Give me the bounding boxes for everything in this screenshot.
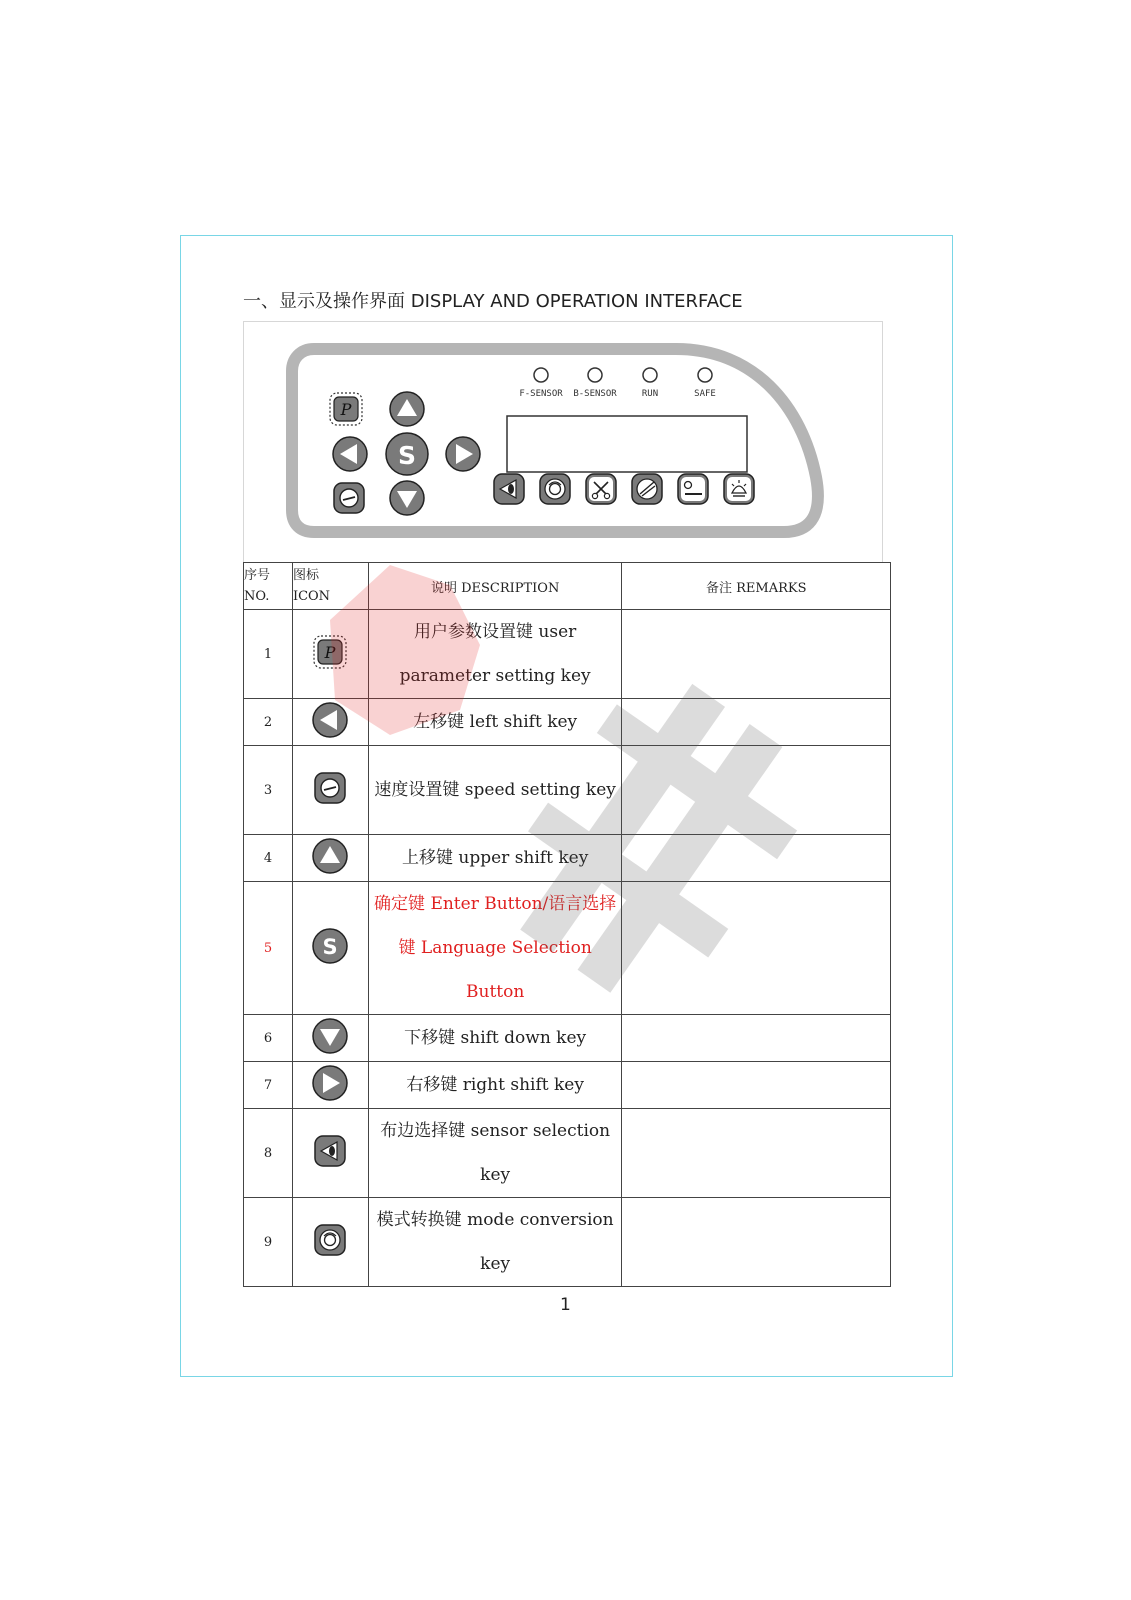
key-description-table	[243, 562, 891, 1287]
row-description: 布边选择键 sensor selection key	[368, 1109, 622, 1198]
header-icon-en: ICON	[292, 589, 331, 604]
table-row	[244, 610, 891, 699]
light-lamp-icon	[724, 474, 754, 504]
speed-gauge-icon	[334, 483, 364, 513]
row-remark	[622, 699, 891, 746]
p-key-icon	[330, 393, 362, 425]
header-no	[244, 563, 293, 610]
right-arrow-icon	[310, 1063, 350, 1103]
header-description: 说明 DESCRIPTION	[368, 563, 622, 610]
table-row	[244, 835, 891, 882]
table-row	[244, 1015, 891, 1062]
left-arrow-icon	[310, 700, 350, 740]
control-panel-illustration	[243, 321, 883, 563]
row-remark	[622, 835, 891, 882]
led-label-run: RUN	[641, 389, 659, 399]
led-run-icon	[643, 368, 657, 382]
table-row	[244, 746, 891, 835]
row-number: 4	[244, 835, 293, 882]
row-description: 左移键 left shift key	[368, 699, 622, 746]
row-number: 7	[244, 1062, 293, 1109]
row-number: 5	[244, 882, 293, 1015]
row-remark	[622, 1015, 891, 1062]
row-description: 用户参数设置键 user parameter setting key	[368, 610, 622, 699]
right-arrow-icon	[446, 437, 480, 471]
row-number: 9	[244, 1198, 293, 1287]
row-remark	[622, 610, 891, 699]
heading-zh: 一、显示及操作界面	[243, 291, 405, 312]
section-heading	[243, 287, 743, 313]
table-row	[244, 1109, 891, 1198]
header-icon-zh: 图标	[292, 568, 319, 583]
led-label-safe: SAFE	[694, 389, 716, 399]
row-remark	[622, 1062, 891, 1109]
left-arrow-icon	[333, 437, 367, 471]
led-f-sensor-icon	[534, 368, 548, 382]
led-label-f-sensor: F-SENSOR	[519, 389, 563, 399]
table-row	[244, 699, 891, 746]
sensor-eye-icon	[494, 474, 524, 504]
row-number: 6	[244, 1015, 293, 1062]
svg-text:P: P	[325, 643, 336, 662]
mode-swirl-icon	[310, 1220, 350, 1260]
row-number: 1	[244, 610, 293, 699]
down-arrow-icon	[310, 1016, 350, 1056]
row-number: 2	[244, 699, 293, 746]
table-header-row	[244, 563, 891, 610]
row-description: 下移键 shift down key	[368, 1015, 622, 1062]
down-arrow-icon	[390, 481, 424, 515]
svg-text:P: P	[340, 400, 352, 419]
row-description: 确定键 Enter Button/语言选择键 Language Selection Button	[368, 882, 622, 1015]
table-row	[244, 882, 891, 1015]
header-no-zh: 序号	[244, 568, 271, 583]
up-arrow-icon	[390, 392, 424, 426]
thread-wiper-icon	[632, 474, 662, 504]
heading-en: DISPLAY AND OPERATION INTERFACE	[410, 291, 743, 312]
scissors-icon	[586, 474, 616, 504]
page-number: 1	[560, 1295, 571, 1315]
header-icon	[292, 563, 368, 610]
presser-foot-icon	[678, 474, 708, 504]
mode-swirl-icon	[540, 474, 570, 504]
row-description: 右移键 right shift key	[368, 1062, 622, 1109]
lcd-display	[507, 416, 747, 472]
speed-gauge-icon	[310, 768, 350, 808]
led-safe-icon	[698, 368, 712, 382]
row-description: 上移键 upper shift key	[368, 835, 622, 882]
row-remark	[622, 1109, 891, 1198]
row-remark	[622, 882, 891, 1015]
p-key-icon	[310, 632, 350, 672]
table-row	[244, 1198, 891, 1287]
sensor-eye-icon	[310, 1131, 350, 1171]
svg-text:S: S	[322, 935, 338, 959]
led-label-b-sensor: B-SENSOR	[573, 389, 617, 399]
row-number: 8	[244, 1109, 293, 1198]
led-b-sensor-icon	[588, 368, 602, 382]
row-number: 3	[244, 746, 293, 835]
table-row	[244, 1062, 891, 1109]
s-key-icon	[386, 433, 428, 475]
row-remark	[622, 746, 891, 835]
svg-text:S: S	[397, 441, 417, 470]
s-key-icon	[310, 926, 350, 966]
up-arrow-icon	[310, 836, 350, 876]
row-remark	[622, 1198, 891, 1287]
header-remarks: 备注 REMARKS	[622, 563, 891, 610]
row-description: 模式转换键 mode conversion key	[368, 1198, 622, 1287]
control-panel-svg	[244, 322, 884, 564]
row-description: 速度设置键 speed setting key	[368, 746, 622, 835]
header-no-en: NO.	[244, 589, 270, 604]
